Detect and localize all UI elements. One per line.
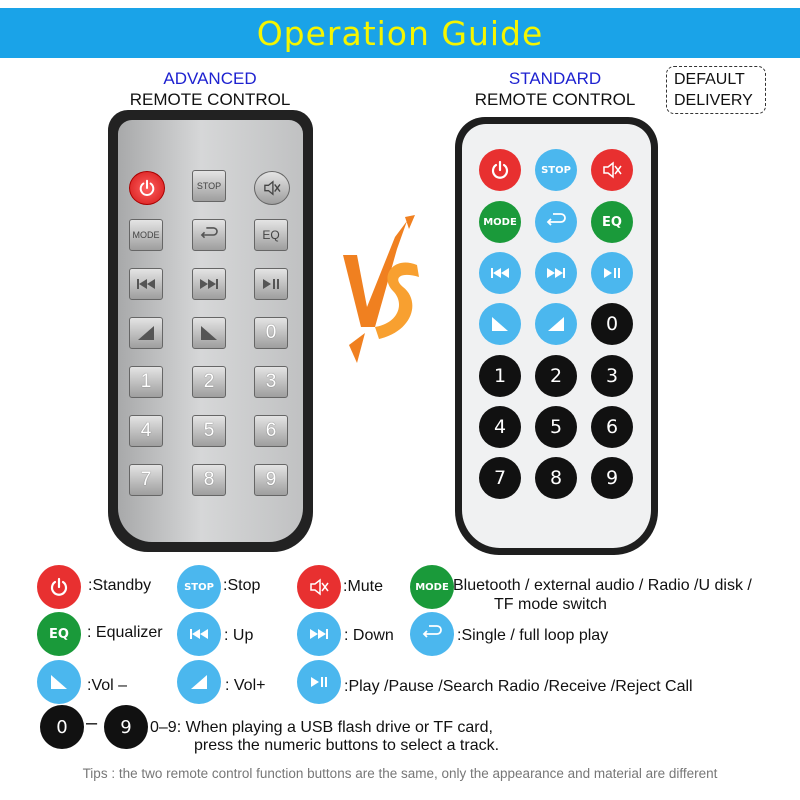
volume-down-icon [491,316,509,332]
adv-stop-button[interactable]: STOP [192,170,226,202]
legend-key-9: 9 [104,705,148,749]
title-banner [0,8,800,58]
adv-prev-button[interactable] [129,268,163,300]
next-icon [199,278,219,290]
std-loop-button[interactable] [535,201,577,243]
legend-vol-minus-text: :Vol – [87,677,128,694]
legend-vol-plus-text: : Vol+ [225,677,266,694]
std-prev-button[interactable] [479,252,521,294]
std-eq-button[interactable]: EQ [591,201,633,243]
previous-icon [136,278,156,290]
mute-icon [309,578,329,596]
std-key-9[interactable]: 9 [591,457,633,499]
std-play-pause-button[interactable] [591,252,633,294]
legend-key-0: 0 [40,705,84,749]
std-stop-button[interactable]: STOP [535,149,577,191]
adv-key-8[interactable]: 8 [192,464,226,496]
adv-key-7[interactable]: 7 [129,464,163,496]
legend-down-text: : Down [344,627,394,644]
adv-key-4[interactable]: 4 [129,415,163,447]
default-delivery-line2: DELIVERY [674,92,753,109]
std-key-3[interactable]: 3 [591,355,633,397]
adv-next-button[interactable] [192,268,226,300]
legend-loop-key [410,612,454,656]
std-key-4[interactable]: 4 [479,406,521,448]
adv-play-pause-button[interactable] [254,268,288,300]
legend-standby-text: :Standby [88,577,152,594]
std-key-5[interactable]: 5 [535,406,577,448]
adv-key-0[interactable]: 0 [254,317,288,349]
power-icon [490,160,510,180]
adv-power-button[interactable] [129,171,165,205]
tips-note: Tips : the two remote control function buttons are the same, only the appearance and material are different [82,766,718,781]
adv-key-9[interactable]: 9 [254,464,288,496]
legend-power-key [37,565,81,609]
versus-graphic [335,215,425,365]
legend-equalizer-text: : Equalizer [87,624,163,641]
std-key-7[interactable]: 7 [479,457,521,499]
legend-mute-key [297,565,341,609]
loop-icon [545,213,567,231]
adv-key-3[interactable]: 3 [254,366,288,398]
adv-vol-plus-button[interactable] [129,317,163,349]
legend-numeric-text-2: press the numeric buttons to select a track. [194,737,500,754]
previous-icon [189,628,209,640]
legend-mute-text: :Mute [343,578,384,595]
volume-up-icon [137,325,155,341]
next-icon [546,267,566,279]
std-next-button[interactable] [535,252,577,294]
std-key-1[interactable]: 1 [479,355,521,397]
default-delivery-line1: DEFAULT [674,71,745,88]
adv-vol-minus-button[interactable] [192,317,226,349]
power-icon [49,577,69,597]
legend-vol-minus-key [37,660,81,704]
standard-label: STANDARD [508,69,602,88]
legend-play-text: :Play /Pause /Search Radio /Receive /Reject Call [344,678,693,695]
volume-down-icon [50,674,68,690]
legend-mode-text-2: TF mode switch [494,596,607,613]
std-key-0[interactable]: 0 [591,303,633,345]
adv-loop-button[interactable] [192,219,226,251]
std-key-6[interactable]: 6 [591,406,633,448]
mute-icon [602,161,622,179]
loop-icon [421,625,443,643]
volume-down-icon [200,325,218,341]
play-pause-icon [603,267,621,279]
legend-stop-text: :Stop [223,577,261,594]
std-mute-button[interactable] [591,149,633,191]
legend-numeric-text-1: 0–9: When playing a USB flash drive or TF card, [150,719,493,736]
advanced-label: ADVANCED [163,69,257,88]
standard-caption [455,68,655,110]
std-key-2[interactable]: 2 [535,355,577,397]
default-delivery-badge [666,66,766,114]
volume-up-icon [547,316,565,332]
power-icon [138,179,156,197]
adv-key-5[interactable]: 5 [192,415,226,447]
adv-key-1[interactable]: 1 [129,366,163,398]
standard-sublabel: REMOTE CONTROL [474,90,636,109]
advanced-caption [110,68,310,110]
legend-mode-text-1: Bluetooth / external audio / Radio /U disk / [453,577,752,594]
next-icon [309,628,329,640]
previous-icon [490,267,510,279]
legend-eq-key: EQ [37,612,81,656]
std-vol-minus-button[interactable] [479,303,521,345]
advanced-sublabel: REMOTE CONTROL [129,90,291,109]
legend-vol-plus-key [177,660,221,704]
play-pause-icon [310,676,328,688]
adv-eq-button[interactable]: EQ [254,219,288,251]
legend-prev-key [177,612,221,656]
legend-stop-key: STOP [177,565,221,609]
std-key-8[interactable]: 8 [535,457,577,499]
adv-mute-button[interactable] [254,171,290,205]
std-vol-plus-button[interactable] [535,303,577,345]
std-power-button[interactable] [479,149,521,191]
volume-up-icon [190,674,208,690]
play-pause-icon [262,278,280,290]
page-title: Operation Guide [256,13,544,53]
loop-icon [199,227,219,243]
adv-key-2[interactable]: 2 [192,366,226,398]
adv-key-6[interactable]: 6 [254,415,288,447]
legend-mode-key: MODE [410,565,454,609]
legend-play-pause-key [297,660,341,704]
legend-up-text: : Up [224,627,254,644]
legend-next-key [297,612,341,656]
legend-loop-text: :Single / full loop play [457,627,609,644]
adv-mode-button[interactable]: MODE [129,219,163,251]
std-mode-button[interactable]: MODE [479,201,521,243]
legend-dash: – [86,712,98,734]
mute-icon [263,180,281,196]
